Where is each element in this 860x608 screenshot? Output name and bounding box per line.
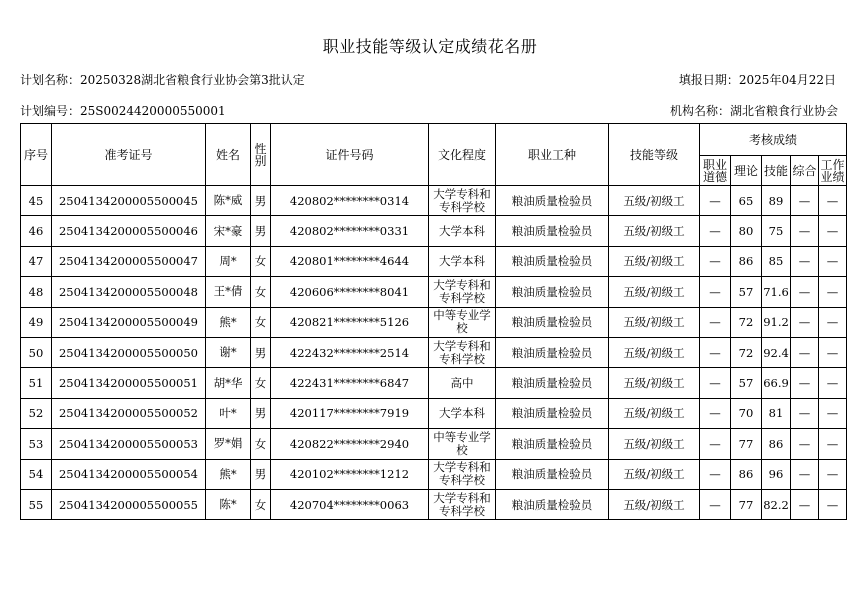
cell-seq: 53 <box>21 429 52 459</box>
cell-education: 高中 <box>429 368 496 398</box>
cell-work: — <box>819 246 847 276</box>
header-id-no: 证件号码 <box>271 124 429 186</box>
cell-skill: 75 <box>762 216 791 246</box>
header-scores: 考核成绩 <box>700 124 847 156</box>
cell-education: 大学专科和专科学校 <box>429 459 496 489</box>
table-row <box>21 246 847 276</box>
cell-skill: 91.2 <box>762 307 791 337</box>
cell-level: 五级/初级工 <box>609 337 700 367</box>
cell-education: 大学专科和专科学校 <box>429 337 496 367</box>
cell-gender: 男 <box>251 459 271 489</box>
cell-level: 五级/初级工 <box>609 368 700 398</box>
cell-ethics: — <box>700 489 731 519</box>
cell-theory: 70 <box>731 398 762 428</box>
cell-work: — <box>819 489 847 519</box>
header-name: 姓名 <box>206 124 251 186</box>
score-roster-table <box>20 123 847 520</box>
cell-seq: 47 <box>21 246 52 276</box>
cell-id-no: 420802********0314 <box>271 186 429 216</box>
cell-id-no: 420117********7919 <box>271 398 429 428</box>
cell-name: 王*倩 <box>206 277 251 307</box>
cell-overall: — <box>791 186 819 216</box>
table-row <box>21 489 847 519</box>
header-seq: 序号 <box>21 124 52 186</box>
cell-occupation: 粮油质量检验员 <box>496 337 609 367</box>
plan-name: 计划名称：20250328湖北省粮食行业协会第3批认定 <box>20 73 305 87</box>
cell-work: — <box>819 368 847 398</box>
plan-number: 计划编号：25S0024420000550001 <box>20 104 226 118</box>
cell-gender: 女 <box>251 368 271 398</box>
cell-overall: — <box>791 368 819 398</box>
cell-seq: 52 <box>21 398 52 428</box>
cell-seq: 54 <box>21 459 52 489</box>
cell-skill: 86 <box>762 429 791 459</box>
cell-level: 五级/初级工 <box>609 186 700 216</box>
cell-skill: 82.2 <box>762 489 791 519</box>
cell-work: — <box>819 459 847 489</box>
header-overall: 综合 <box>791 156 819 186</box>
cell-level: 五级/初级工 <box>609 246 700 276</box>
cell-id-no: 420821********5126 <box>271 307 429 337</box>
cell-id-no: 420802********0331 <box>271 216 429 246</box>
table-row <box>21 368 847 398</box>
cell-skill: 96 <box>762 459 791 489</box>
cell-gender: 女 <box>251 429 271 459</box>
cell-occupation: 粮油质量检验员 <box>496 429 609 459</box>
cell-occupation: 粮油质量检验员 <box>496 307 609 337</box>
cell-gender: 女 <box>251 307 271 337</box>
cell-work: — <box>819 337 847 367</box>
cell-name: 熊* <box>206 459 251 489</box>
cell-theory: 72 <box>731 337 762 367</box>
cell-skill: 89 <box>762 186 791 216</box>
cell-overall: — <box>791 216 819 246</box>
table-row <box>21 277 847 307</box>
header-education: 文化程度 <box>429 124 496 186</box>
header-gender: 性别 <box>251 124 271 186</box>
cell-ethics: — <box>700 246 731 276</box>
cell-seq: 51 <box>21 368 52 398</box>
header-theory: 理论 <box>731 156 762 186</box>
cell-occupation: 粮油质量检验员 <box>496 277 609 307</box>
cell-skill: 85 <box>762 246 791 276</box>
cell-name: 熊* <box>206 307 251 337</box>
table-row <box>21 337 847 367</box>
cell-theory: 77 <box>731 489 762 519</box>
cell-education: 大学本科 <box>429 216 496 246</box>
cell-theory: 86 <box>731 459 762 489</box>
cell-gender: 女 <box>251 246 271 276</box>
header-work: 工作业绩 <box>819 156 847 186</box>
cell-seq: 48 <box>21 277 52 307</box>
cell-level: 五级/初级工 <box>609 216 700 246</box>
cell-exam-no: 2504134200005500054 <box>52 459 206 489</box>
cell-occupation: 粮油质量检验员 <box>496 398 609 428</box>
cell-seq: 55 <box>21 489 52 519</box>
cell-id-no: 420704********0063 <box>271 489 429 519</box>
cell-education: 大学专科和专科学校 <box>429 489 496 519</box>
cell-ethics: — <box>700 429 731 459</box>
cell-name: 叶* <box>206 398 251 428</box>
header-level: 技能等级 <box>609 124 700 186</box>
header-occupation: 职业工种 <box>496 124 609 186</box>
cell-seq: 45 <box>21 186 52 216</box>
cell-education: 中等专业学校 <box>429 307 496 337</box>
cell-overall: — <box>791 337 819 367</box>
cell-exam-no: 2504134200005500051 <box>52 368 206 398</box>
cell-ethics: — <box>700 337 731 367</box>
cell-work: — <box>819 307 847 337</box>
cell-overall: — <box>791 398 819 428</box>
table-row <box>21 307 847 337</box>
header-ethics: 职业道德 <box>700 156 731 186</box>
cell-id-no: 420102********1212 <box>271 459 429 489</box>
cell-exam-no: 2504134200005500053 <box>52 429 206 459</box>
cell-theory: 65 <box>731 186 762 216</box>
cell-gender: 男 <box>251 337 271 367</box>
cell-work: — <box>819 398 847 428</box>
cell-level: 五级/初级工 <box>609 307 700 337</box>
cell-theory: 80 <box>731 216 762 246</box>
cell-theory: 77 <box>731 429 762 459</box>
cell-overall: — <box>791 277 819 307</box>
cell-level: 五级/初级工 <box>609 277 700 307</box>
cell-theory: 86 <box>731 246 762 276</box>
cell-exam-no: 2504134200005500049 <box>52 307 206 337</box>
cell-occupation: 粮油质量检验员 <box>496 459 609 489</box>
roster-body <box>21 186 847 520</box>
cell-education: 大学专科和专科学校 <box>429 277 496 307</box>
cell-id-no: 420606********8041 <box>271 277 429 307</box>
cell-education: 大学本科 <box>429 246 496 276</box>
cell-education: 大学本科 <box>429 398 496 428</box>
organization-name: 机构名称：湖北省粮食行业协会 <box>669 104 838 118</box>
cell-theory: 72 <box>731 307 762 337</box>
cell-name: 周* <box>206 246 251 276</box>
cell-work: — <box>819 186 847 216</box>
cell-ethics: — <box>700 186 731 216</box>
cell-id-no: 420822********2940 <box>271 429 429 459</box>
cell-exam-no: 2504134200005500052 <box>52 398 206 428</box>
cell-exam-no: 2504134200005500047 <box>52 246 206 276</box>
cell-ethics: — <box>700 216 731 246</box>
cell-theory: 57 <box>731 368 762 398</box>
cell-work: — <box>819 277 847 307</box>
cell-skill: 71.6 <box>762 277 791 307</box>
cell-ethics: — <box>700 459 731 489</box>
cell-skill: 92.4 <box>762 337 791 367</box>
cell-exam-no: 2504134200005500048 <box>52 277 206 307</box>
cell-occupation: 粮油质量检验员 <box>496 246 609 276</box>
cell-occupation: 粮油质量检验员 <box>496 368 609 398</box>
cell-name: 宋*豪 <box>206 216 251 246</box>
cell-ethics: — <box>700 398 731 428</box>
cell-occupation: 粮油质量检验员 <box>496 489 609 519</box>
table-row <box>21 186 847 216</box>
table-row <box>21 398 847 428</box>
cell-overall: — <box>791 307 819 337</box>
cell-ethics: — <box>700 307 731 337</box>
cell-gender: 女 <box>251 489 271 519</box>
cell-skill: 66.9 <box>762 368 791 398</box>
cell-overall: — <box>791 429 819 459</box>
cell-name: 胡*华 <box>206 368 251 398</box>
cell-gender: 男 <box>251 216 271 246</box>
report-date: 填报日期：2025年04月22日 <box>678 73 836 87</box>
page-title: 职业技能等级认定成绩花名册 <box>322 37 538 56</box>
cell-work: — <box>819 216 847 246</box>
cell-overall: — <box>791 246 819 276</box>
cell-id-no: 422432********2514 <box>271 337 429 367</box>
header-skill: 技能 <box>762 156 791 186</box>
cell-name: 谢* <box>206 337 251 367</box>
cell-seq: 46 <box>21 216 52 246</box>
cell-theory: 57 <box>731 277 762 307</box>
cell-level: 五级/初级工 <box>609 429 700 459</box>
cell-id-no: 420801********4644 <box>271 246 429 276</box>
cell-gender: 女 <box>251 277 271 307</box>
cell-exam-no: 2504134200005500046 <box>52 216 206 246</box>
cell-skill: 81 <box>762 398 791 428</box>
cell-education: 中等专业学校 <box>429 429 496 459</box>
cell-level: 五级/初级工 <box>609 459 700 489</box>
table-row <box>21 459 847 489</box>
cell-education: 大学专科和专科学校 <box>429 186 496 216</box>
cell-occupation: 粮油质量检验员 <box>496 186 609 216</box>
cell-id-no: 422431********6847 <box>271 368 429 398</box>
cell-level: 五级/初级工 <box>609 398 700 428</box>
cell-level: 五级/初级工 <box>609 489 700 519</box>
cell-occupation: 粮油质量检验员 <box>496 216 609 246</box>
cell-seq: 49 <box>21 307 52 337</box>
cell-gender: 男 <box>251 186 271 216</box>
cell-name: 陈* <box>206 489 251 519</box>
cell-ethics: — <box>700 368 731 398</box>
cell-seq: 50 <box>21 337 52 367</box>
cell-name: 陈*威 <box>206 186 251 216</box>
header-exam-no: 准考证号 <box>52 124 206 186</box>
cell-overall: — <box>791 459 819 489</box>
cell-work: — <box>819 429 847 459</box>
cell-name: 罗*娟 <box>206 429 251 459</box>
cell-exam-no: 2504134200005500045 <box>52 186 206 216</box>
cell-ethics: — <box>700 277 731 307</box>
cell-gender: 男 <box>251 398 271 428</box>
cell-exam-no: 2504134200005500050 <box>52 337 206 367</box>
cell-overall: — <box>791 489 819 519</box>
table-row <box>21 429 847 459</box>
cell-exam-no: 2504134200005500055 <box>52 489 206 519</box>
table-row <box>21 216 847 246</box>
